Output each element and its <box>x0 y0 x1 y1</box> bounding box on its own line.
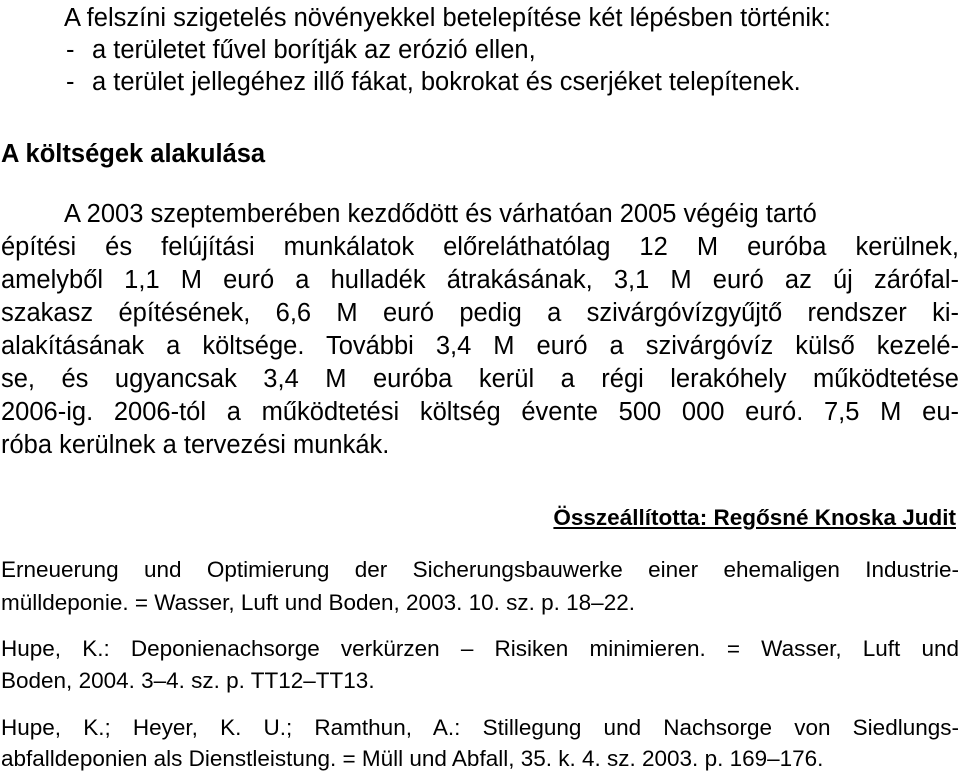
paragraph-line: építési és felújítási munkálatok előreláthatólag 12 M euróba kerülnek, <box>1 233 959 261</box>
paragraph-line: 2006-ig. 2006-tól a működtetési költség évente 500 000 euró. 7,5 M eu- <box>1 398 959 426</box>
reference-line: Hupe, K.; Heyer, K. U.; Ramthun, A.: Stillegung und Nachsorge von Siedlungs- <box>1 715 959 740</box>
bullet-marker: - <box>66 68 75 96</box>
paragraph-line: szakasz építésének, 6,6 M euró pedig a szivárgóvízgyűjtő rendszer ki- <box>1 299 959 327</box>
intro-bullet-1: a területet fűvel borítják az erózió ellen, <box>92 36 536 64</box>
intro-heading: A felszíni szigetelés növényekkel betelepítése két lépésben történik: <box>64 4 831 32</box>
paragraph-line: alakításának a költsége. További 3,4 M euró a szivárgóvíz külső kezelé- <box>1 332 959 360</box>
reference-line: Hupe, K.: Deponienachsorge verkürzen – Risiken minimieren. = Wasser, Luft und <box>1 636 959 661</box>
bullet-marker: - <box>66 36 75 64</box>
paragraph-line: se, és ugyancsak 3,4 M euróba kerül a régi lerakóhely működtetése <box>1 365 959 393</box>
reference-line: mülldeponie. = Wasser, Luft und Boden, 2003. 10. sz. p. 18–22. <box>1 590 635 615</box>
compiled-by: Összeállította: Regősné Knoska Judit <box>553 505 956 530</box>
reference-line: abfalldeponien als Dienstleistung. = Müll und Abfall, 35. k. 4. sz. 2003. p. 169–176. <box>1 746 824 771</box>
intro-bullet-2: a terület jellegéhez illő fákat, bokrokat és cserjéket telepítenek. <box>92 68 801 96</box>
reference-line: Erneuerung und Optimierung der Sicherungsbauwerke einer ehemaligen Industrie- <box>1 557 959 582</box>
section-title: A költségek alakulása <box>1 140 266 168</box>
reference-line: Boden, 2004. 3–4. sz. p. TT12–TT13. <box>1 668 375 693</box>
paragraph-line: amelyből 1,1 M euró a hulladék átrakásának, 3,1 M euró az új zárófal- <box>1 266 959 294</box>
paragraph-line: A 2003 szeptemberében kezdődött és várhatóan 2005 végéig tartó <box>64 200 817 228</box>
paragraph-line: róba kerülnek a tervezési munkák. <box>1 431 390 459</box>
